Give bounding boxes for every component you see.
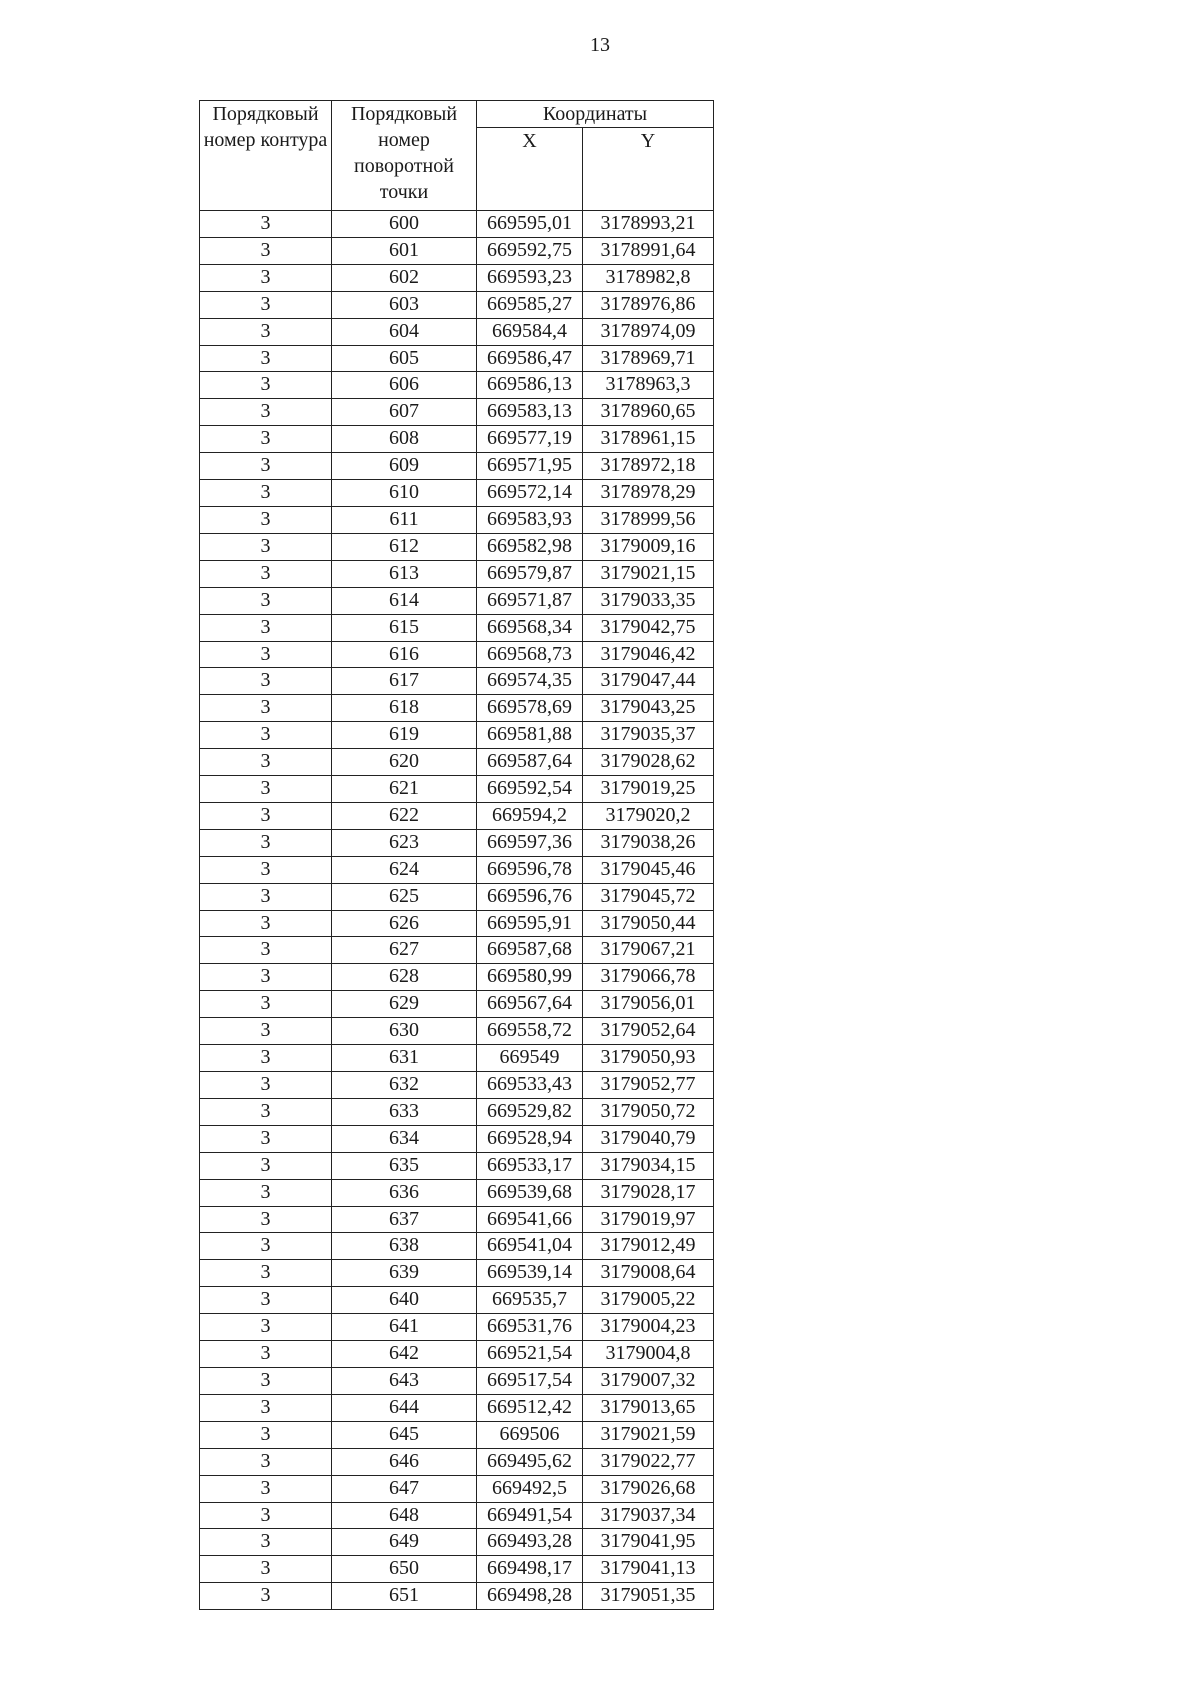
table-row (200, 372, 714, 399)
x-coordinate-cell: 669558,72 (477, 1018, 583, 1045)
y-coordinate-cell: 3179037,34 (583, 1502, 714, 1529)
x-coordinate-cell: 669531,76 (477, 1314, 583, 1341)
y-coordinate-cell: 3179019,97 (583, 1206, 714, 1233)
point-number-cell: 604 (332, 318, 477, 345)
table-row (200, 1179, 714, 1206)
point-number-cell: 651 (332, 1583, 477, 1610)
x-coordinate-cell: 669583,93 (477, 506, 583, 533)
y-coordinate-cell: 3179066,78 (583, 964, 714, 991)
point-number-cell: 629 (332, 991, 477, 1018)
header-y: Y (583, 128, 714, 211)
point-number-cell: 650 (332, 1556, 477, 1583)
y-coordinate-cell: 3179042,75 (583, 614, 714, 641)
point-number-cell: 639 (332, 1260, 477, 1287)
point-number-cell: 631 (332, 1045, 477, 1072)
header-coordinates: Координаты (477, 101, 714, 128)
y-coordinate-cell: 3179050,72 (583, 1098, 714, 1125)
point-number-cell: 619 (332, 722, 477, 749)
x-coordinate-cell: 669579,87 (477, 560, 583, 587)
table-row (200, 1556, 714, 1583)
contour-number-cell: 3 (200, 964, 332, 991)
point-number-cell: 605 (332, 345, 477, 372)
y-coordinate-cell: 3178993,21 (583, 211, 714, 238)
table-row (200, 1152, 714, 1179)
table-row (200, 1502, 714, 1529)
point-number-cell: 602 (332, 264, 477, 291)
table-body (200, 211, 714, 1610)
contour-number-cell: 3 (200, 1502, 332, 1529)
y-coordinate-cell: 3179034,15 (583, 1152, 714, 1179)
point-number-cell: 640 (332, 1287, 477, 1314)
contour-number-cell: 3 (200, 1341, 332, 1368)
point-number-cell: 645 (332, 1421, 477, 1448)
y-coordinate-cell: 3178991,64 (583, 237, 714, 264)
contour-number-cell: 3 (200, 506, 332, 533)
x-coordinate-cell: 669597,36 (477, 829, 583, 856)
contour-number-cell: 3 (200, 264, 332, 291)
contour-number-cell: 3 (200, 1367, 332, 1394)
table-row (200, 480, 714, 507)
y-coordinate-cell: 3179035,37 (583, 722, 714, 749)
x-coordinate-cell: 669528,94 (477, 1125, 583, 1152)
x-coordinate-cell: 669539,68 (477, 1179, 583, 1206)
y-coordinate-cell: 3179013,65 (583, 1394, 714, 1421)
table-row (200, 1341, 714, 1368)
point-number-cell: 601 (332, 237, 477, 264)
point-number-cell: 626 (332, 910, 477, 937)
contour-number-cell: 3 (200, 1179, 332, 1206)
contour-number-cell: 3 (200, 937, 332, 964)
x-coordinate-cell: 669587,64 (477, 749, 583, 776)
y-coordinate-cell: 3179056,01 (583, 991, 714, 1018)
x-coordinate-cell: 669541,04 (477, 1233, 583, 1260)
x-coordinate-cell: 669595,91 (477, 910, 583, 937)
table-row (200, 776, 714, 803)
x-coordinate-cell: 669586,13 (477, 372, 583, 399)
x-coordinate-cell: 669495,62 (477, 1448, 583, 1475)
x-coordinate-cell: 669539,14 (477, 1260, 583, 1287)
x-coordinate-cell: 669583,13 (477, 399, 583, 426)
point-number-cell: 646 (332, 1448, 477, 1475)
point-number-cell: 615 (332, 614, 477, 641)
x-coordinate-cell: 669533,43 (477, 1072, 583, 1099)
x-coordinate-cell: 669584,4 (477, 318, 583, 345)
y-coordinate-cell: 3179008,64 (583, 1260, 714, 1287)
y-coordinate-cell: 3179005,22 (583, 1287, 714, 1314)
contour-number-cell: 3 (200, 749, 332, 776)
table-row (200, 991, 714, 1018)
x-coordinate-cell: 669592,54 (477, 776, 583, 803)
table-row (200, 1045, 714, 1072)
x-coordinate-cell: 669571,87 (477, 587, 583, 614)
point-number-cell: 633 (332, 1098, 477, 1125)
table-row (200, 614, 714, 641)
point-number-cell: 600 (332, 211, 477, 238)
contour-number-cell: 3 (200, 1152, 332, 1179)
y-coordinate-cell: 3179019,25 (583, 776, 714, 803)
x-coordinate-cell: 669567,64 (477, 991, 583, 1018)
table-row (200, 318, 714, 345)
contour-number-cell: 3 (200, 991, 332, 1018)
y-coordinate-cell: 3179028,17 (583, 1179, 714, 1206)
point-number-cell: 641 (332, 1314, 477, 1341)
contour-number-cell: 3 (200, 1098, 332, 1125)
contour-number-cell: 3 (200, 1421, 332, 1448)
x-coordinate-cell: 669593,23 (477, 264, 583, 291)
table-row (200, 345, 714, 372)
table-row (200, 856, 714, 883)
y-coordinate-cell: 3179022,77 (583, 1448, 714, 1475)
x-coordinate-cell: 669529,82 (477, 1098, 583, 1125)
y-coordinate-cell: 3179021,15 (583, 560, 714, 587)
table-row (200, 695, 714, 722)
contour-number-cell: 3 (200, 614, 332, 641)
x-coordinate-cell: 669587,68 (477, 937, 583, 964)
y-coordinate-cell: 3179012,49 (583, 1233, 714, 1260)
contour-number-cell: 3 (200, 776, 332, 803)
contour-number-cell: 3 (200, 1233, 332, 1260)
point-number-cell: 609 (332, 453, 477, 480)
coordinates-table (199, 100, 714, 1610)
contour-number-cell: 3 (200, 345, 332, 372)
contour-number-cell: 3 (200, 560, 332, 587)
x-coordinate-cell: 669549 (477, 1045, 583, 1072)
contour-number-cell: 3 (200, 668, 332, 695)
y-coordinate-cell: 3179045,72 (583, 883, 714, 910)
y-coordinate-cell: 3179050,93 (583, 1045, 714, 1072)
table-row (200, 1072, 714, 1099)
point-number-cell: 610 (332, 480, 477, 507)
contour-number-cell: 3 (200, 695, 332, 722)
table-row (200, 1448, 714, 1475)
table-row (200, 1421, 714, 1448)
y-coordinate-cell: 3178960,65 (583, 399, 714, 426)
table-row (200, 1206, 714, 1233)
x-coordinate-cell: 669491,54 (477, 1502, 583, 1529)
contour-number-cell: 3 (200, 1018, 332, 1045)
x-coordinate-cell: 669493,28 (477, 1529, 583, 1556)
contour-number-cell: 3 (200, 1045, 332, 1072)
point-number-cell: 606 (332, 372, 477, 399)
y-coordinate-cell: 3178976,86 (583, 291, 714, 318)
table-row (200, 1233, 714, 1260)
point-number-cell: 649 (332, 1529, 477, 1556)
point-number-cell: 625 (332, 883, 477, 910)
contour-number-cell: 3 (200, 1583, 332, 1610)
y-coordinate-cell: 3178999,56 (583, 506, 714, 533)
x-coordinate-cell: 669498,17 (477, 1556, 583, 1583)
contour-number-cell: 3 (200, 1260, 332, 1287)
point-number-cell: 603 (332, 291, 477, 318)
y-coordinate-cell: 3179051,35 (583, 1583, 714, 1610)
table-row (200, 1260, 714, 1287)
point-number-cell: 632 (332, 1072, 477, 1099)
contour-number-cell: 3 (200, 1072, 332, 1099)
point-number-cell: 634 (332, 1125, 477, 1152)
contour-number-cell: 3 (200, 1314, 332, 1341)
y-coordinate-cell: 3179021,59 (583, 1421, 714, 1448)
point-number-cell: 628 (332, 964, 477, 991)
y-coordinate-cell: 3179050,44 (583, 910, 714, 937)
x-coordinate-cell: 669585,27 (477, 291, 583, 318)
x-coordinate-cell: 669574,35 (477, 668, 583, 695)
table-row (200, 749, 714, 776)
table-row (200, 829, 714, 856)
point-number-cell: 630 (332, 1018, 477, 1045)
x-coordinate-cell: 669581,88 (477, 722, 583, 749)
table-row (200, 937, 714, 964)
y-coordinate-cell: 3179033,35 (583, 587, 714, 614)
page-number: 13 (590, 34, 610, 56)
contour-number-cell: 3 (200, 372, 332, 399)
contour-number-cell: 3 (200, 910, 332, 937)
y-coordinate-cell: 3178969,71 (583, 345, 714, 372)
point-number-cell: 611 (332, 506, 477, 533)
contour-number-cell: 3 (200, 1475, 332, 1502)
point-number-cell: 635 (332, 1152, 477, 1179)
y-coordinate-cell: 3179041,13 (583, 1556, 714, 1583)
table-row (200, 560, 714, 587)
contour-number-cell: 3 (200, 856, 332, 883)
x-coordinate-cell: 669572,14 (477, 480, 583, 507)
table-row (200, 1367, 714, 1394)
table-row (200, 802, 714, 829)
table-row (200, 291, 714, 318)
contour-number-cell: 3 (200, 641, 332, 668)
x-coordinate-cell: 669568,73 (477, 641, 583, 668)
table-row (200, 1583, 714, 1610)
y-coordinate-cell: 3178982,8 (583, 264, 714, 291)
point-number-cell: 643 (332, 1367, 477, 1394)
table-row (200, 426, 714, 453)
contour-number-cell: 3 (200, 211, 332, 238)
x-coordinate-cell: 669594,2 (477, 802, 583, 829)
y-coordinate-cell: 3179028,62 (583, 749, 714, 776)
point-number-cell: 624 (332, 856, 477, 883)
x-coordinate-cell: 669535,7 (477, 1287, 583, 1314)
table-row (200, 964, 714, 991)
x-coordinate-cell: 669512,42 (477, 1394, 583, 1421)
y-coordinate-cell: 3179046,42 (583, 641, 714, 668)
contour-number-cell: 3 (200, 453, 332, 480)
contour-number-cell: 3 (200, 1125, 332, 1152)
x-coordinate-cell: 669596,78 (477, 856, 583, 883)
contour-number-cell: 3 (200, 883, 332, 910)
table-row (200, 453, 714, 480)
x-coordinate-cell: 669586,47 (477, 345, 583, 372)
table-row (200, 1475, 714, 1502)
x-coordinate-cell: 669521,54 (477, 1341, 583, 1368)
point-number-cell: 613 (332, 560, 477, 587)
table-row (200, 1018, 714, 1045)
point-number-cell: 636 (332, 1179, 477, 1206)
contour-number-cell: 3 (200, 1287, 332, 1314)
table-row (200, 533, 714, 560)
point-number-cell: 614 (332, 587, 477, 614)
contour-number-cell: 3 (200, 291, 332, 318)
contour-number-cell: 3 (200, 1448, 332, 1475)
y-coordinate-cell: 3179045,46 (583, 856, 714, 883)
point-number-cell: 618 (332, 695, 477, 722)
contour-number-cell: 3 (200, 802, 332, 829)
table-row (200, 211, 714, 238)
table-row (200, 641, 714, 668)
point-number-cell: 638 (332, 1233, 477, 1260)
contour-number-cell: 3 (200, 722, 332, 749)
contour-number-cell: 3 (200, 318, 332, 345)
x-coordinate-cell: 669580,99 (477, 964, 583, 991)
x-coordinate-cell: 669492,5 (477, 1475, 583, 1502)
contour-number-cell: 3 (200, 533, 332, 560)
header-contour-number: Порядковый номер контура (200, 101, 332, 211)
table-row (200, 1529, 714, 1556)
y-coordinate-cell: 3179067,21 (583, 937, 714, 964)
contour-number-cell: 3 (200, 1556, 332, 1583)
table-row (200, 1314, 714, 1341)
x-coordinate-cell: 669506 (477, 1421, 583, 1448)
table-row (200, 1125, 714, 1152)
x-coordinate-cell: 669541,66 (477, 1206, 583, 1233)
y-coordinate-cell: 3179038,26 (583, 829, 714, 856)
contour-number-cell: 3 (200, 480, 332, 507)
y-coordinate-cell: 3178974,09 (583, 318, 714, 345)
x-coordinate-cell: 669571,95 (477, 453, 583, 480)
x-coordinate-cell: 669592,75 (477, 237, 583, 264)
y-coordinate-cell: 3178961,15 (583, 426, 714, 453)
point-number-cell: 617 (332, 668, 477, 695)
contour-number-cell: 3 (200, 1394, 332, 1421)
y-coordinate-cell: 3179041,95 (583, 1529, 714, 1556)
x-coordinate-cell: 669498,28 (477, 1583, 583, 1610)
point-number-cell: 623 (332, 829, 477, 856)
y-coordinate-cell: 3179052,77 (583, 1072, 714, 1099)
point-number-cell: 647 (332, 1475, 477, 1502)
table-row (200, 668, 714, 695)
contour-number-cell: 3 (200, 1206, 332, 1233)
x-coordinate-cell: 669568,34 (477, 614, 583, 641)
point-number-cell: 620 (332, 749, 477, 776)
y-coordinate-cell: 3178972,18 (583, 453, 714, 480)
table-header (200, 101, 714, 211)
x-coordinate-cell: 669582,98 (477, 533, 583, 560)
table-row (200, 883, 714, 910)
x-coordinate-cell: 669533,17 (477, 1152, 583, 1179)
header-x: X (477, 128, 583, 211)
y-coordinate-cell: 3179007,32 (583, 1367, 714, 1394)
y-coordinate-cell: 3179026,68 (583, 1475, 714, 1502)
table-row (200, 910, 714, 937)
x-coordinate-cell: 669578,69 (477, 695, 583, 722)
table-row (200, 587, 714, 614)
contour-number-cell: 3 (200, 829, 332, 856)
y-coordinate-cell: 3179052,64 (583, 1018, 714, 1045)
contour-number-cell: 3 (200, 426, 332, 453)
table-row (200, 264, 714, 291)
x-coordinate-cell: 669517,54 (477, 1367, 583, 1394)
table-row (200, 399, 714, 426)
table-row (200, 237, 714, 264)
point-number-cell: 608 (332, 426, 477, 453)
contour-number-cell: 3 (200, 237, 332, 264)
x-coordinate-cell: 669596,76 (477, 883, 583, 910)
point-number-cell: 642 (332, 1341, 477, 1368)
point-number-cell: 612 (332, 533, 477, 560)
y-coordinate-cell: 3179009,16 (583, 533, 714, 560)
x-coordinate-cell: 669595,01 (477, 211, 583, 238)
table-row (200, 1394, 714, 1421)
y-coordinate-cell: 3178963,3 (583, 372, 714, 399)
table-row (200, 1098, 714, 1125)
x-coordinate-cell: 669577,19 (477, 426, 583, 453)
point-number-cell: 616 (332, 641, 477, 668)
contour-number-cell: 3 (200, 587, 332, 614)
y-coordinate-cell: 3179047,44 (583, 668, 714, 695)
contour-number-cell: 3 (200, 1529, 332, 1556)
y-coordinate-cell: 3179004,8 (583, 1341, 714, 1368)
y-coordinate-cell: 3179043,25 (583, 695, 714, 722)
y-coordinate-cell: 3178978,29 (583, 480, 714, 507)
table-row (200, 722, 714, 749)
y-coordinate-cell: 3179004,23 (583, 1314, 714, 1341)
point-number-cell: 621 (332, 776, 477, 803)
header-point-number: Порядковый номер поворотной точки (332, 101, 477, 211)
table-row (200, 1287, 714, 1314)
point-number-cell: 637 (332, 1206, 477, 1233)
point-number-cell: 644 (332, 1394, 477, 1421)
point-number-cell: 622 (332, 802, 477, 829)
point-number-cell: 648 (332, 1502, 477, 1529)
point-number-cell: 627 (332, 937, 477, 964)
point-number-cell: 607 (332, 399, 477, 426)
y-coordinate-cell: 3179040,79 (583, 1125, 714, 1152)
table-row (200, 506, 714, 533)
y-coordinate-cell: 3179020,2 (583, 802, 714, 829)
contour-number-cell: 3 (200, 399, 332, 426)
